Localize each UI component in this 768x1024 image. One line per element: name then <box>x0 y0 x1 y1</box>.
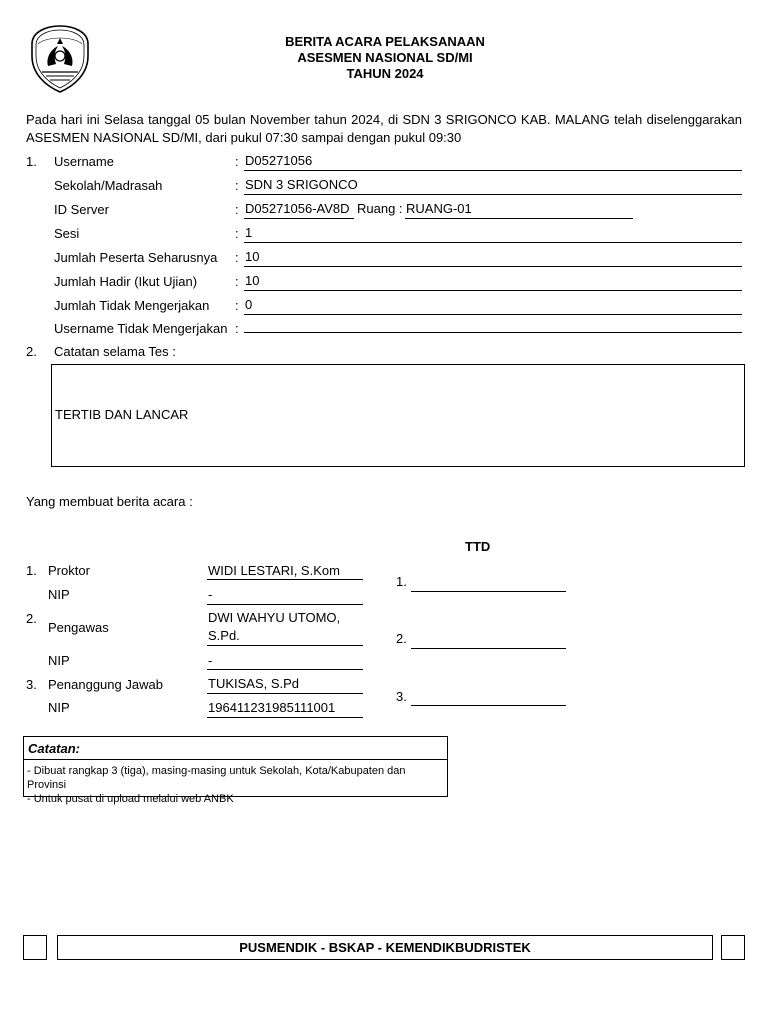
field-colon: : <box>235 321 239 336</box>
field-label-jumlah-tidak: Jumlah Tidak Mengerjakan <box>54 298 210 313</box>
field-colon: : <box>235 274 239 289</box>
field-label-jumlah-peserta: Jumlah Peserta Seharusnya <box>54 250 218 265</box>
field-value-jumlah-hadir: 10 <box>245 273 260 288</box>
signer-number: 2. <box>26 611 37 626</box>
sign-number: 2. <box>396 631 407 646</box>
footer-right-square <box>721 935 745 960</box>
nip-label: NIP <box>48 700 70 715</box>
field-value-jumlah-peserta: 10 <box>245 249 260 264</box>
field-colon: : <box>235 298 239 313</box>
signer-role-penanggung-jawab: Penanggung Jawab <box>48 677 163 692</box>
tut-wuri-handayani-emblem-icon <box>24 22 96 94</box>
title-line-2: ASESMEN NASIONAL SD/MI <box>297 50 473 65</box>
catatan-line: - Untuk pusat di upload melalui web ANBK <box>27 793 234 805</box>
footer-banner: PUSMENDIK - BSKAP - KEMENDIKBUDRISTEK <box>57 935 713 960</box>
name-underline <box>207 645 363 646</box>
field-underline <box>244 332 742 333</box>
field-underline <box>244 218 354 219</box>
section-2-label: Catatan selama Tes : <box>54 344 176 359</box>
nip-value-pengawas: - <box>208 653 213 668</box>
field-label-id-server: ID Server <box>54 202 109 217</box>
field-value-sekolah: SDN 3 SRIGONCO <box>245 177 358 192</box>
field-underline <box>244 314 742 315</box>
ruang-label: Ruang : <box>357 201 403 216</box>
nip-underline <box>207 604 363 605</box>
ruang-value: RUANG-01 <box>406 201 472 216</box>
field-value-id-server: D05271056-AV8D <box>245 201 350 216</box>
title-line-3: TAHUN 2024 <box>346 66 424 81</box>
document-title <box>230 34 540 82</box>
field-underline <box>244 170 742 171</box>
name-underline <box>207 693 363 694</box>
footer-left-square <box>23 935 47 960</box>
signer-name-pengawas-line1: DWI WAHYU UTOMO, <box>208 610 341 625</box>
nip-underline <box>207 717 363 718</box>
signer-name-penanggung-jawab: TUKISAS, S.Pd <box>208 676 300 691</box>
field-underline <box>244 194 742 195</box>
signers-intro: Yang membuat berita acara : <box>26 494 193 509</box>
signer-number: 1. <box>26 563 37 578</box>
nip-value-penanggung-jawab: 196411231985111001 <box>208 700 336 715</box>
signer-number: 3. <box>26 677 37 692</box>
catatan-title: Catatan: <box>24 737 447 760</box>
notes-text: TERTIB DAN LANCAR <box>55 407 189 422</box>
field-label-jumlah-hadir: Jumlah Hadir (Ikut Ujian) <box>54 274 198 289</box>
intro-paragraph: Pada hari ini Selasa tanggal 05 bulan November tahun 2024, di SDN 3 SRIGONCO KAB. MALANG telah diselenggarakan ASESMEN NASIONAL SD/MI, dari pukul 07:30 sampai dengan pukul 09:30 <box>26 112 742 145</box>
field-label-username: Username <box>54 154 114 169</box>
signature-line <box>411 705 566 706</box>
field-label-sekolah: Sekolah/Madrasah <box>54 178 163 193</box>
field-value-jumlah-tidak: 0 <box>245 297 253 312</box>
field-underline <box>244 266 742 267</box>
nip-label: NIP <box>48 587 70 602</box>
section-2-number: 2. <box>26 344 37 359</box>
field-value-username: D05271056 <box>245 153 313 168</box>
section-1-number: 1. <box>26 154 37 169</box>
signer-name-pengawas-line2: S.Pd. <box>208 628 240 643</box>
sign-number: 3. <box>396 689 407 704</box>
field-colon: : <box>235 226 239 241</box>
name-underline <box>207 579 363 580</box>
catatan-body <box>24 760 447 806</box>
title-line-1: BERITA ACARA PELAKSANAAN <box>285 34 485 49</box>
ttd-label: TTD <box>465 539 491 554</box>
field-underline <box>244 242 742 243</box>
signer-name-proktor: WIDI LESTARI, S.Kom <box>208 563 340 578</box>
signature-line <box>411 648 566 649</box>
signer-role-pengawas: Pengawas <box>48 620 109 635</box>
signature-line <box>411 591 566 592</box>
nip-underline <box>207 669 363 670</box>
sign-number: 1. <box>396 574 407 589</box>
signer-role-proktor: Proktor <box>48 563 90 578</box>
field-colon: : <box>235 178 239 193</box>
field-colon: : <box>235 250 239 265</box>
field-colon: : <box>235 202 239 217</box>
field-label-sesi: Sesi <box>54 226 80 241</box>
field-underline <box>244 290 742 291</box>
field-underline <box>405 218 633 219</box>
nip-label: NIP <box>48 653 70 668</box>
field-label-username-tidak: Username Tidak Mengerjakan <box>54 321 228 336</box>
catatan-box <box>23 736 448 805</box>
field-colon: : <box>235 154 239 169</box>
field-value-sesi: 1 <box>245 225 253 240</box>
nip-value-proktor: - <box>208 587 213 602</box>
catatan-line: - Dibuat rangkap 3 (tiga), masing-masing untuk Sekolah, Kota/Kabupaten dan Provinsi <box>27 765 406 791</box>
